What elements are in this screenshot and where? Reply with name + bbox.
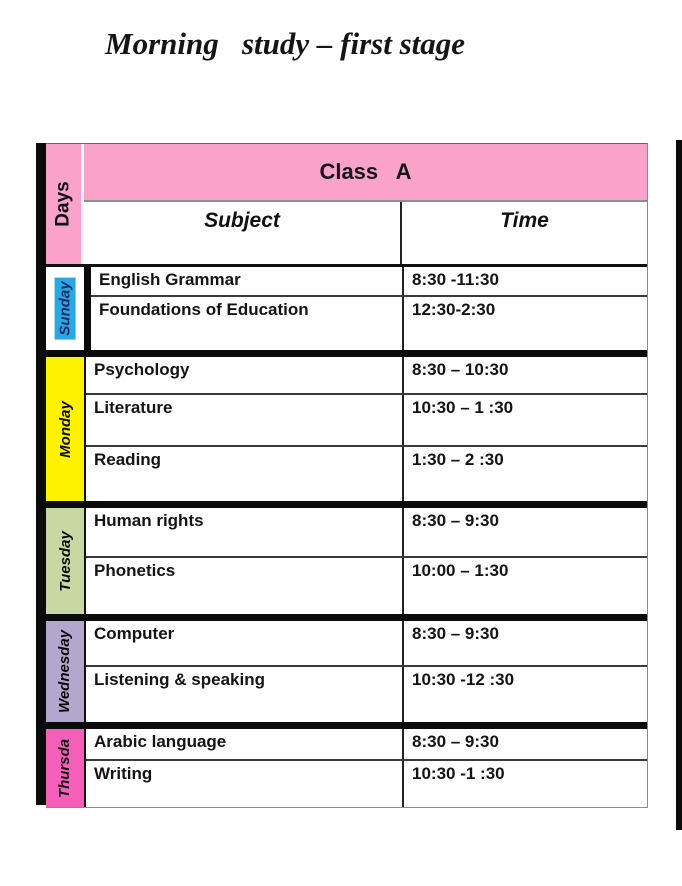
time-cell: 10:00 – 1:30 [402, 558, 647, 614]
time-cell: 8:30 – 9:30 [402, 729, 647, 759]
time-cell: 12:30-2:30 [402, 297, 647, 350]
table-row [86, 357, 647, 393]
rows-wednesday [84, 621, 647, 722]
days-column-header-label: Days [52, 181, 74, 227]
day-label-thursday: Thursda [56, 738, 74, 798]
time-cell: 8:30 – 9:30 [402, 621, 647, 665]
table-row [86, 556, 647, 614]
subject-cell: Listening & speaking [94, 670, 265, 689]
table-row [91, 295, 647, 350]
day-block-tuesday [46, 508, 647, 614]
right-edge-bar [676, 140, 682, 830]
subject-cell: Arabic language [94, 732, 227, 751]
class-header: Class A [84, 144, 647, 202]
day-separator [46, 350, 647, 357]
subject-cell: Human rights [94, 511, 204, 530]
subject-cell: Literature [94, 398, 173, 417]
time-cell: 10:30 -12 :30 [402, 667, 647, 722]
rows-monday [84, 357, 647, 501]
subject-cell: Reading [94, 450, 162, 469]
day-block-monday [46, 357, 647, 501]
day-label-cell-tuesday [46, 508, 84, 614]
subject-cell: Psychology [94, 360, 190, 379]
days-column-header-cell [46, 144, 84, 264]
left-border-bar [36, 143, 46, 796]
day-label-cell-thursday [46, 729, 84, 807]
time-cell: 10:30 -1 :30 [402, 761, 647, 807]
schedule-table [46, 143, 648, 808]
subject-cell: English Grammar [99, 270, 241, 289]
subject-cell: Writing [94, 764, 153, 783]
header-right-section [84, 144, 647, 264]
day-block-sunday [46, 264, 647, 350]
day-label-cell-monday [46, 357, 84, 501]
time-column-header: Time [500, 209, 549, 232]
table-row [86, 665, 647, 722]
time-cell: 8:30 – 10:30 [402, 357, 647, 393]
subject-column-header: Subject [84, 202, 402, 264]
day-block-wednesday [46, 621, 647, 722]
table-header-section [46, 144, 647, 264]
day-label-cell-wednesday [46, 621, 84, 722]
table-row [91, 267, 647, 295]
subject-cell: Phonetics [94, 561, 176, 580]
rows-tuesday [84, 508, 647, 614]
table-row [86, 393, 647, 445]
table-row [86, 445, 647, 501]
time-cell: 10:30 – 1 :30 [402, 395, 647, 445]
day-separator [46, 501, 647, 508]
time-cell: 1:30 – 2 :30 [402, 447, 647, 501]
day-separator [46, 722, 647, 729]
subject-cell: Foundations of Education [99, 300, 309, 319]
table-row [86, 759, 647, 807]
rows-thursday [84, 729, 647, 807]
table-row [86, 508, 647, 556]
table-row [86, 729, 647, 759]
day-label-monday: Monday [56, 400, 74, 458]
day-label-sunday: Sunday [55, 277, 76, 339]
time-cell: 8:30 -11:30 [402, 267, 647, 295]
time-cell: 8:30 – 9:30 [402, 508, 647, 556]
day-label-cell-sunday [46, 267, 84, 350]
page-title: Morning study – first stage [105, 26, 466, 61]
day-block-thursday [46, 729, 647, 807]
rows-sunday [84, 267, 647, 350]
day-label-tuesday: Tuesday [56, 530, 74, 592]
subject-cell: Computer [94, 624, 175, 643]
column-headers-row [84, 202, 647, 264]
day-separator [46, 614, 647, 621]
table-row [86, 621, 647, 665]
day-label-wednesday: Wednesday [56, 629, 74, 714]
